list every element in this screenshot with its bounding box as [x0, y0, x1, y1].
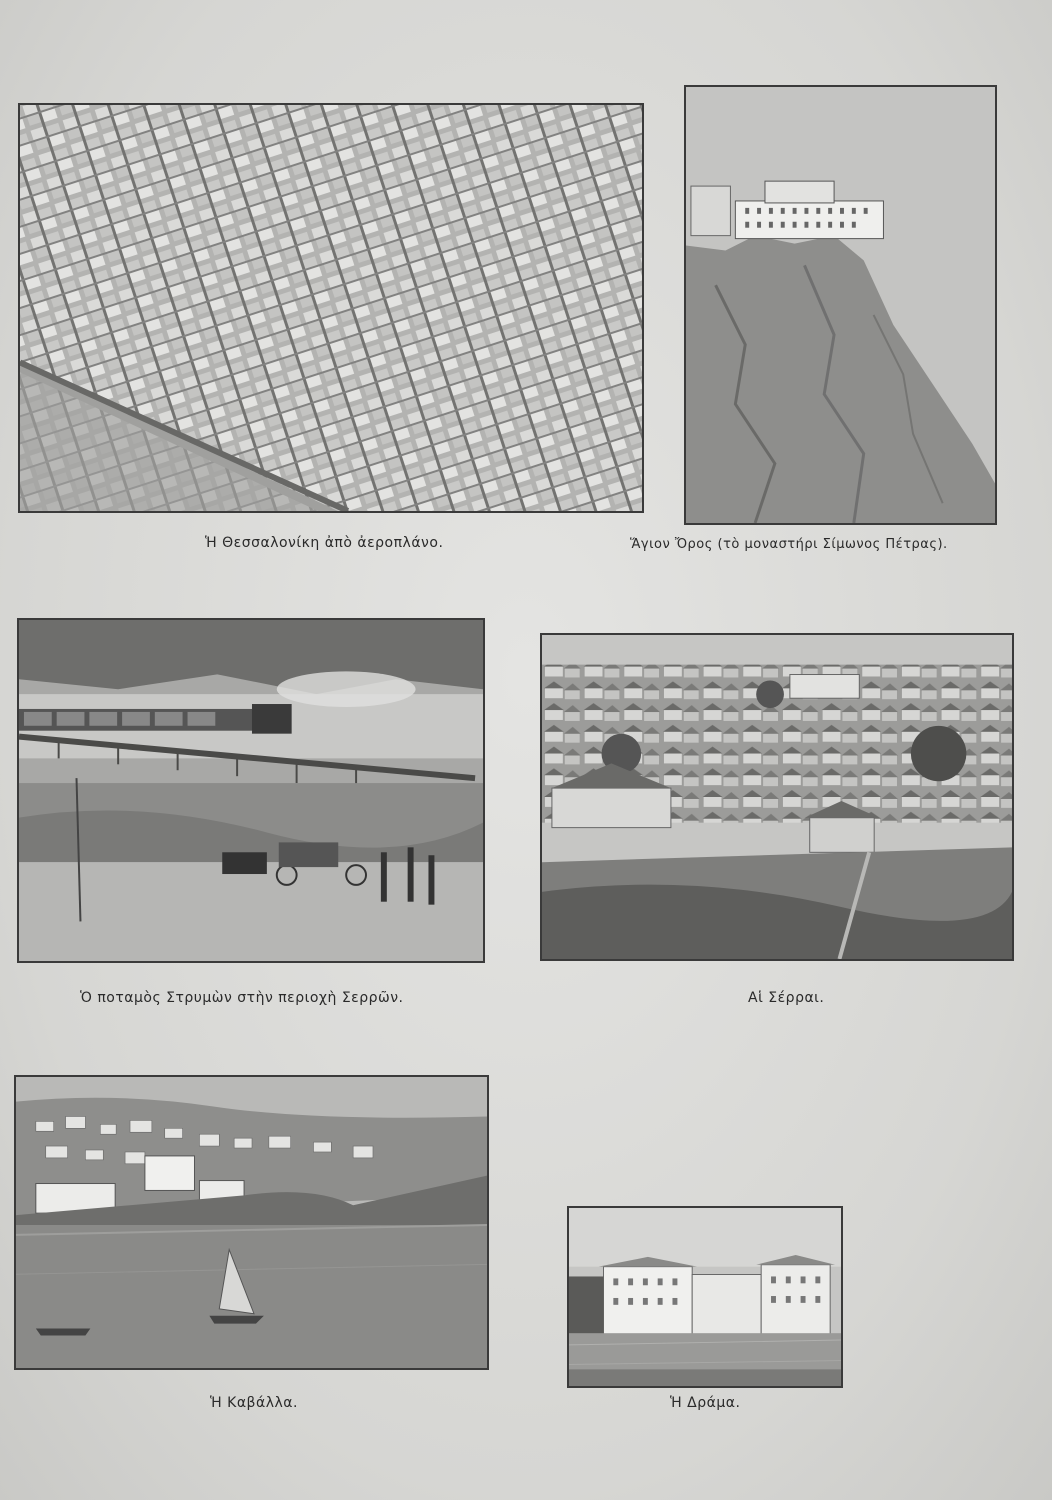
- caption-strymon: Ὁ ποταμὸς Στρυμὼν στὴν περιοχὴ Σερρῶν.: [80, 990, 404, 1006]
- photo-thessaloniki: [18, 103, 644, 513]
- photo-serrai: [540, 633, 1014, 961]
- monastery-cliff-image: [686, 87, 995, 523]
- photo-kavala: [14, 1075, 489, 1370]
- caption-agion-oros: Ἅγιον Ὄρος (τὸ μοναστήρι Σίμωνος Πέτρας).: [630, 537, 948, 552]
- aerial-city-image: [20, 105, 642, 511]
- river-bridge-train-image: [19, 620, 483, 961]
- caption-serrai: Αἱ Σέρραι.: [748, 990, 825, 1006]
- photo-strymon: [17, 618, 485, 963]
- caption-thessaloniki: Ἡ Θεσσαλονίκη ἀπὸ ἀεροπλάνο.: [205, 535, 444, 551]
- lake-buildings-image: [569, 1208, 841, 1386]
- caption-kavala: Ἡ Καβάλλα.: [210, 1395, 298, 1411]
- harbor-town-sailboat-image: [16, 1077, 487, 1368]
- caption-drama: Ἡ Δράμα.: [670, 1395, 741, 1411]
- town-panorama-image: [542, 635, 1012, 959]
- photo-drama: [567, 1206, 843, 1388]
- photo-agion-oros: [684, 85, 997, 525]
